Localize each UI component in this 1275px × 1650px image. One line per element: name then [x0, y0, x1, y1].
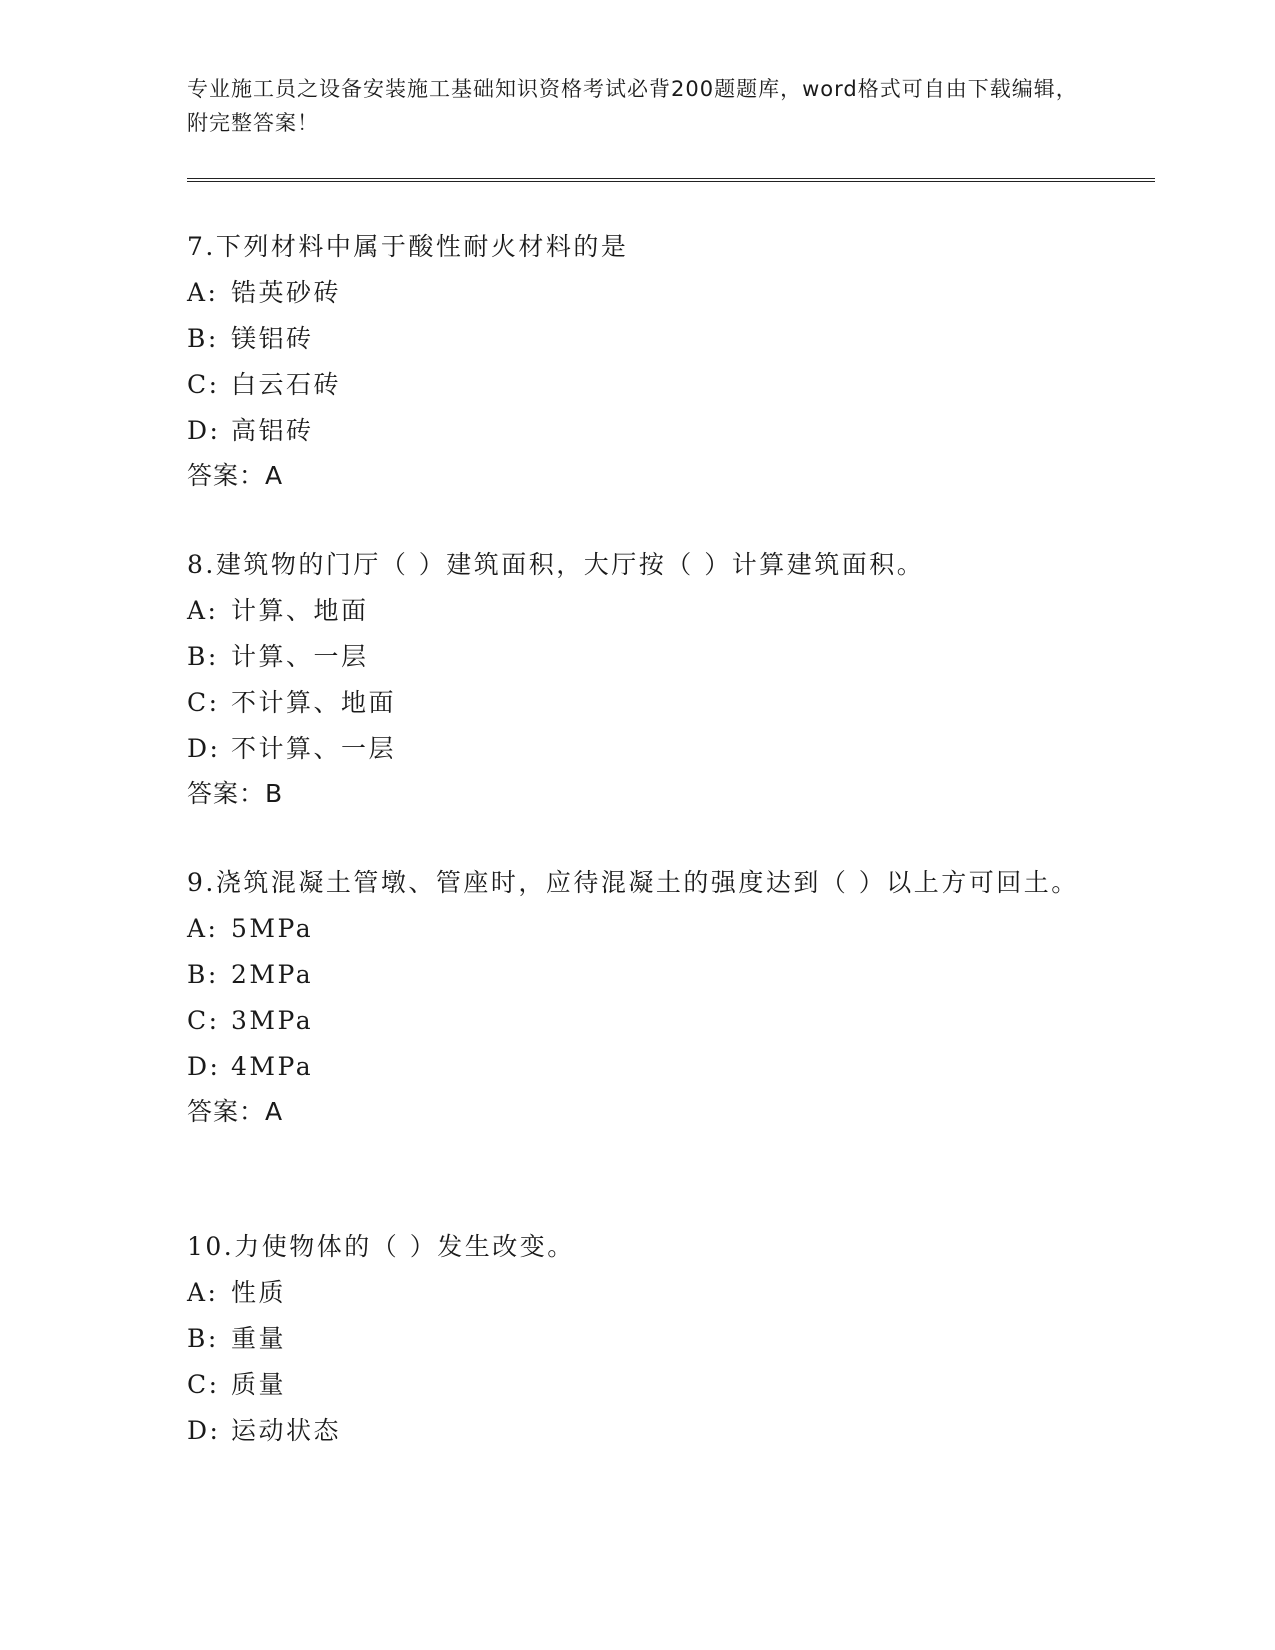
option-a	[187, 270, 1087, 316]
answer-line: 答案：B	[187, 779, 284, 808]
header-title: 专业施工员之设备安装施工基础知识资格考试必背200题题库，word格式可自由下载编辑，附完整答案！	[187, 77, 1078, 135]
option-letter: B:	[187, 642, 219, 671]
option-d	[187, 726, 1087, 772]
option-text: 4MPa	[231, 1052, 314, 1081]
option-b	[187, 634, 1087, 680]
option-text: 镁铝砖	[231, 324, 314, 353]
option-b	[187, 952, 1087, 998]
option-letter: A:	[187, 914, 219, 943]
question-10	[187, 1224, 1087, 1454]
option-letter: A:	[187, 596, 219, 625]
option-letter: D:	[187, 1416, 221, 1445]
option-text: 白云石砖	[231, 370, 342, 399]
option-letter: D:	[187, 416, 221, 445]
option-letter: A:	[187, 1278, 219, 1307]
answer-line: 答案：A	[187, 1097, 284, 1126]
document-header	[187, 72, 1087, 140]
option-text: 2MPa	[231, 960, 314, 989]
option-text: 5MPa	[231, 914, 314, 943]
question-stem: 8.建筑物的门厅（ ）建筑面积，大厅按（ ）计算建筑面积。	[187, 550, 925, 579]
option-letter: B:	[187, 1324, 219, 1353]
option-text: 高铝砖	[231, 416, 314, 445]
option-letter: B:	[187, 324, 219, 353]
option-text: 3MPa	[231, 1006, 314, 1035]
question-stem: 7.下列材料中属于酸性耐火材料的是	[187, 232, 629, 261]
option-c	[187, 998, 1087, 1044]
option-d	[187, 408, 1087, 454]
question-7	[187, 224, 1087, 498]
option-text: 计算、地面	[231, 596, 369, 625]
option-letter: D:	[187, 734, 221, 763]
question-stem: 9.浇筑混凝土管墩、管座时，应待混凝土的强度达到（ ）以上方可回土。	[187, 868, 1079, 897]
option-b	[187, 316, 1087, 362]
option-a	[187, 588, 1087, 634]
option-text: 重量	[231, 1324, 287, 1353]
option-letter: C:	[187, 1370, 220, 1399]
option-letter: B:	[187, 960, 219, 989]
option-letter: D:	[187, 1052, 221, 1081]
option-text: 计算、一层	[231, 642, 369, 671]
option-letter: A:	[187, 278, 219, 307]
answer-line: 答案：A	[187, 461, 284, 490]
option-b	[187, 1316, 1087, 1362]
option-letter: C:	[187, 1006, 220, 1035]
option-text: 不计算、一层	[231, 734, 397, 763]
option-c	[187, 680, 1087, 726]
question-8	[187, 542, 1087, 816]
option-c	[187, 362, 1087, 408]
question-stem: 10.力使物体的（ ）发生改变。	[187, 1232, 575, 1261]
option-text: 锆英砂砖	[231, 278, 342, 307]
option-c	[187, 1362, 1087, 1408]
option-text: 质量	[231, 1370, 287, 1399]
option-d	[187, 1408, 1087, 1454]
option-letter: C:	[187, 688, 220, 717]
option-a	[187, 906, 1087, 952]
question-9	[187, 860, 1087, 1134]
header-double-rule	[187, 178, 1155, 182]
option-text: 不计算、地面	[231, 688, 397, 717]
option-text: 性质	[231, 1278, 287, 1307]
option-d	[187, 1044, 1087, 1090]
option-text: 运动状态	[231, 1416, 342, 1445]
option-letter: C:	[187, 370, 220, 399]
option-a	[187, 1270, 1087, 1316]
